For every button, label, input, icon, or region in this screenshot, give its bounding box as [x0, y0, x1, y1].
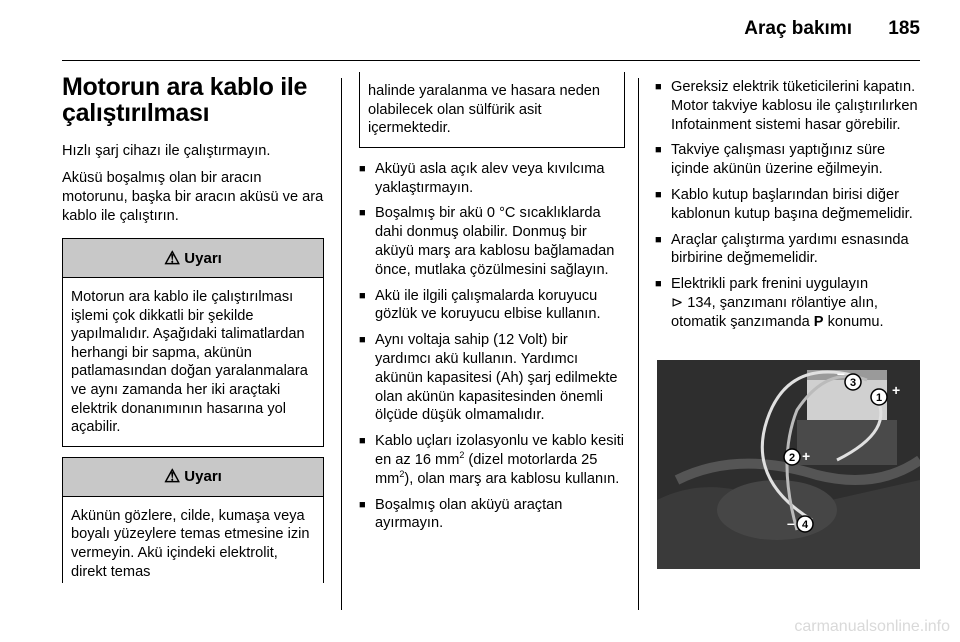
warning-text: Motorun ara kablo ile çalıştırılması işlemi çok dikkatli bir şekilde yapılmalıdır. Aşağıdaki talimatlardan herhangi bir sapma, akünün patlamasından doğan yaralanmalara ve aynı zamanda her iki araçtaki elektrik donanımının hasarına yol açabilir. — [71, 289, 308, 436]
column-divider — [341, 78, 342, 610]
paragraph: Aküsü boşalmış olan bir aracın motorunu, başka bir aracın aküsü ve ara kablo ile çalıştırın. — [62, 170, 324, 224]
list-item: ■ Elektrikli park frenini uygulayın ⊳ 134, şanzımanı rölantiye alın, otomatik şanzımanda P konumu. — [655, 275, 921, 331]
minus-sign: – — [837, 365, 845, 381]
list-item: ■ Aküyü asla açık alev veya kıvılcıma yaklaştırmayın. — [359, 160, 625, 198]
minus-sign: – — [787, 515, 795, 531]
page-number: 185 — [888, 18, 920, 39]
plus-sign: + — [802, 448, 811, 464]
list-item: ■ Boşalmış olan aküyü araçtan ayırmayın. — [359, 496, 625, 534]
warning-box — [62, 457, 324, 583]
list-item: ■ Gereksiz elektrik tüketicilerini kapatın. Motor takviye kablosu ile çalıştırılırken Infotainment sistemi hasar görebilir. — [655, 78, 921, 134]
warning-title: Uyarı — [184, 468, 222, 486]
column-1 — [62, 74, 324, 593]
warning-triangle-icon: ⚠ — [164, 247, 181, 268]
list-item: ■ Kablo kutup başlarından birisi diğer kablonun kutup başına değmemelidir. — [655, 186, 921, 224]
warning-box — [62, 238, 324, 447]
warning-text: halinde yaralanma ve hasara neden olabilecek olan sülfürik asit içermektedir. — [368, 83, 601, 137]
warning-triangle-icon: ⚠ — [164, 466, 181, 487]
header-divider — [62, 60, 920, 61]
label-1: 1 — [875, 392, 883, 404]
column-2 — [359, 74, 625, 540]
list-item: ■ Boşalmış bir akü 0 °C sıcaklıklarda dahi donmuş olabilir. Donmuş bir aküyü marş ara kablosu bağlamadan önce, mutlaka çözülmesini sağlayın. — [359, 204, 625, 279]
paragraph: Hızlı şarj cihazı ile çalıştırmayın. — [62, 143, 271, 159]
warning-title: Uyarı — [184, 249, 222, 267]
label-3: 3 — [849, 377, 857, 389]
list-item: ■ Kablo uçları izolasyonlu ve kablo kesiti en az 16 $mm^2$ (dizel motorlarda 25 $mm^2$), olan marş ara kablosu kullanın. — [359, 432, 625, 488]
label-4: 4 — [801, 519, 809, 531]
label-2: 2 — [788, 452, 796, 464]
page-heading: Motorun ara kablo ile çalıştırılması — [62, 73, 308, 127]
watermark: carmanualsonline.info — [794, 618, 950, 635]
column-divider — [638, 78, 639, 610]
warning-text: Akünün gözlere, cilde, kumaşa veya boyalı yüzeylere temas etmesine izin vermeyin. Akü içindeki elektrolit, direkt temas — [71, 507, 310, 580]
section-title: Araç bakımı — [744, 18, 852, 39]
jump-start-illustration — [657, 360, 920, 569]
bullet-list — [359, 160, 625, 533]
list-item: ■ Akü ile ilgili çalışmalarda koruyucu gözlük ve koruyucu elbise kullanın. — [359, 287, 625, 325]
plus-sign: + — [892, 382, 901, 398]
warning-header — [63, 239, 323, 278]
column-3 — [655, 74, 921, 339]
bullet-list — [655, 78, 921, 332]
list-item: ■ Aynı voltaja sahip (12 Volt) bir yardımcı akü kullanın. Yardımcı akünün kapasitesi (Ah) şarj edilmekte olan akünün kapasitesinden önemli ölçüde düşük olmamalıdır. — [359, 331, 625, 425]
list-item: ■ Araçlar çalıştırma yardımı esnasında birbirine değmemelidir. — [655, 231, 921, 269]
warning-header — [63, 458, 323, 497]
warning-box-continued — [359, 72, 625, 148]
list-item: ■ Takviye çalışması yaptığınız süre içinde akünün üzerine eğilmeyin. — [655, 141, 921, 179]
